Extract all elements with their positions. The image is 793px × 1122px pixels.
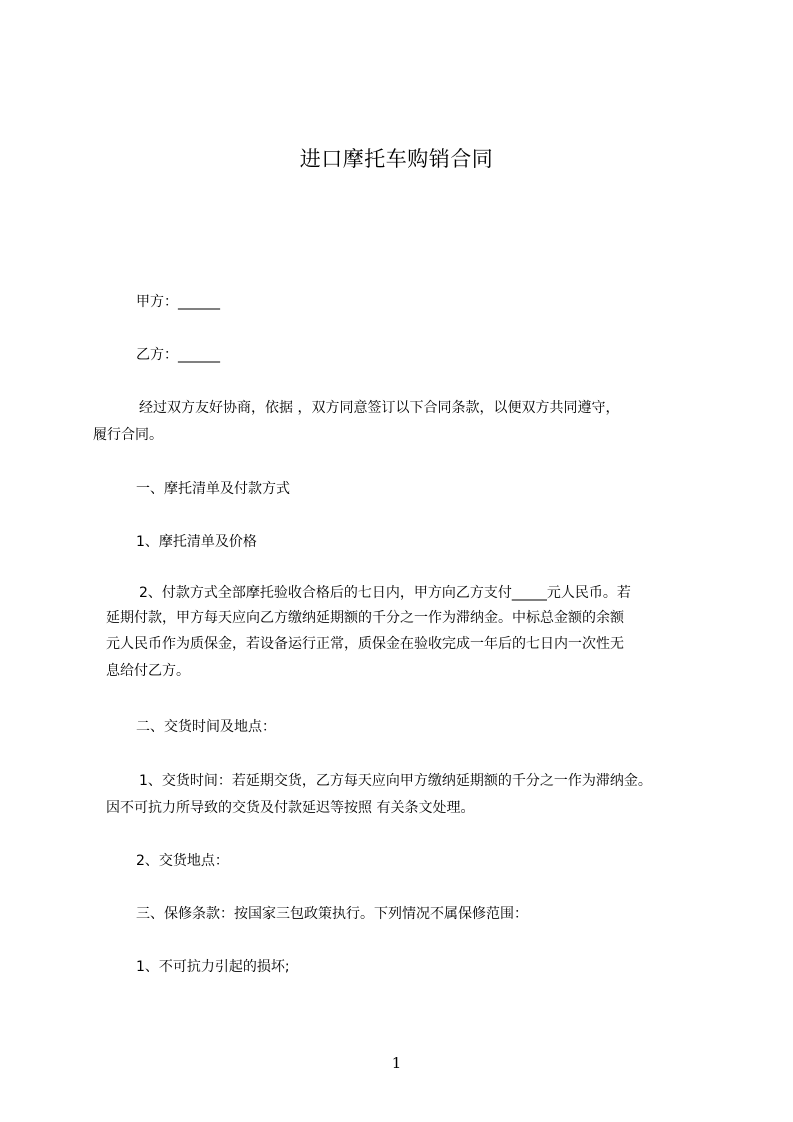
party-a-line: 甲方：______: [136, 294, 220, 310]
item-3-1: 1、不可抗力引起的损坏;: [136, 959, 290, 975]
item-1-2-line-1: 2、付款方式全部摩托验收合格后的七日内，甲方向乙方支付_____元人民币。若: [139, 585, 631, 601]
item-1-2-line-3: 元人民币作为质保金，若设备运行正常，质保金在验收完成一年后的七日内一次性无: [106, 636, 624, 652]
party-b-line: 乙方：______: [136, 347, 220, 363]
section-3-heading: 三、保修条款：按国家三包政策执行。下列情况不属保修范围：: [136, 906, 528, 922]
section-2-heading: 二、交货时间及地点：: [136, 719, 276, 735]
item-2-1-line-1: 1、交货时间：若延期交货，乙方每天应向甲方缴纳延期额的千分之一作为滞纳金。: [139, 773, 652, 789]
intro-line-2: 履行合同。: [93, 427, 163, 443]
page-title: 进口摩托车购销合同: [299, 147, 494, 171]
intro-line-1: 经过双方友好协商，依据 ，双方同意签订以下合同条款，以便双方共同遵守，: [139, 400, 620, 416]
section-1-heading: 一、摩托清单及付款方式: [136, 481, 290, 497]
item-2-1-line-2: 因不可抗力所导致的交货及付款延迟等按照 有关条文处理。: [106, 800, 475, 816]
item-2-2: 2、交货地点：: [136, 853, 229, 869]
item-1-1: 1、摩托清单及价格: [136, 534, 257, 550]
item-1-2-line-2: 延期付款，甲方每天应向乙方缴纳延期额的千分之一作为滞纳金。中标总金额的余额: [106, 610, 624, 626]
item-1-2-line-4: 息给付乙方。: [106, 663, 190, 679]
page-number: 1: [391, 1054, 402, 1072]
